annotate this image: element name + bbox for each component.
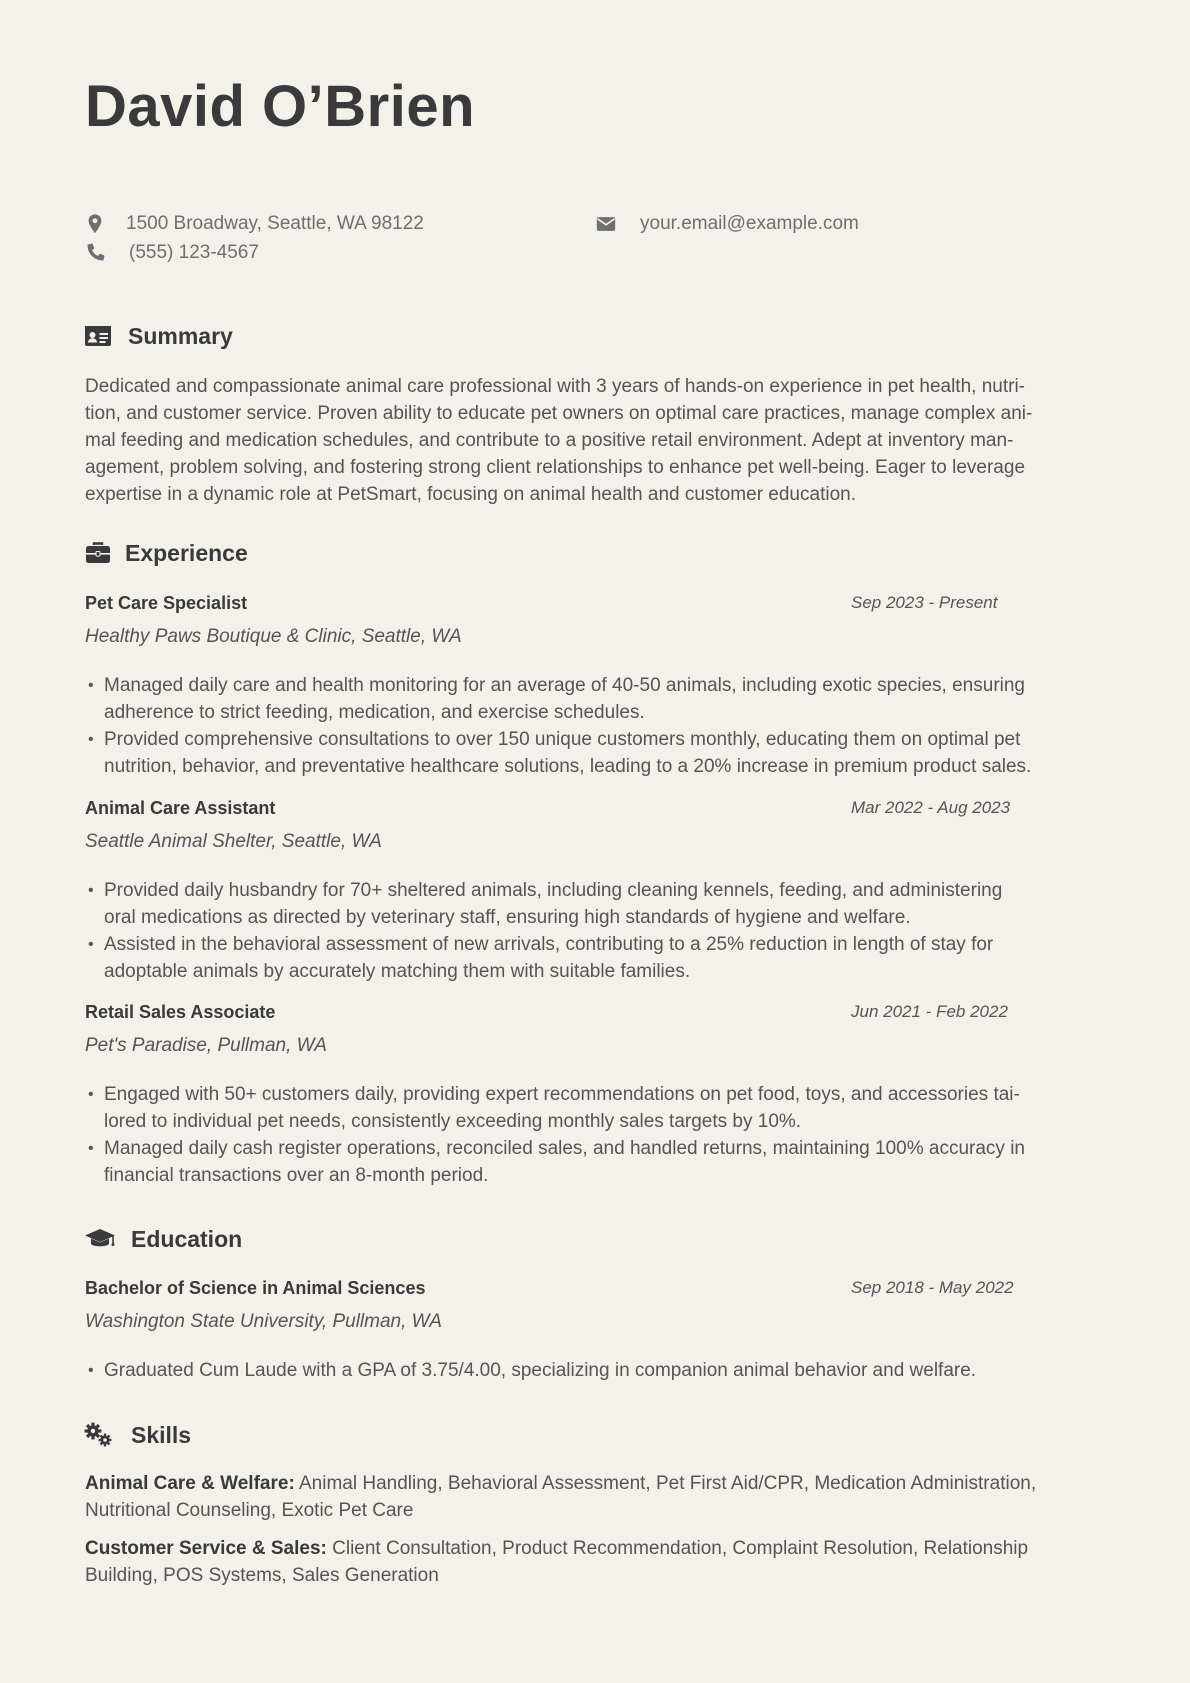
job-bullets [85, 877, 1125, 985]
degree-title: Bachelor of Science in Animal Sciences [85, 1278, 426, 1298]
bullet-item: • Provided daily husbandry for 70+ sheltered animals, including cleaning kennels, feeding, and administering oral medications as directed by veterinary staff, ensuring high standards of hygiene and welfare. [85, 877, 1125, 931]
gears-icon [84, 1422, 114, 1448]
bullet-item: • Engaged with 50+ customers daily, providing expert recommendations on pet food, toys, and accessories tai- lored to individual pet needs, consistently exceeding monthly sales targets by 10%. [85, 1081, 1125, 1135]
phone-icon [85, 241, 107, 263]
job-organization: Seattle Animal Shelter, Seattle, WA [85, 831, 382, 852]
job-title: Pet Care Specialist [85, 593, 248, 613]
id-card-icon [84, 324, 112, 348]
job-organization: Healthy Paws Boutique & Clinic, Seattle, WA [85, 626, 462, 647]
bullet-item: • Graduated Cum Laude with a GPA of 3.75/4.00, specializing in companion animal behavior and welfare. [85, 1357, 1125, 1384]
education-dates: Sep 2018 - May 2022 [851, 1278, 1014, 1297]
education-heading: Education [131, 1226, 243, 1252]
job-bullets [85, 672, 1125, 780]
bullet-item: • Provided comprehensive consultations to over 150 unique customers monthly, educating them on optimal pet nutrition, behavior, and preventative healthcare solutions, leading to a 20% increase in premium product sales. [85, 726, 1125, 780]
job-dates: Jun 2021 - Feb 2022 [851, 1002, 1008, 1021]
skill-group-label: Animal Care & Welfare: [85, 1473, 295, 1494]
contact-address: 1500 Broadway, Seattle, WA 98122 [126, 213, 424, 234]
job-dates: Mar 2022 - Aug 2023 [851, 798, 1011, 817]
contact-email[interactable]: your.email@example.com [640, 213, 859, 234]
skill-group-items: Client Consultation, Product Recommendation, Complaint Resolution, Relationship [326, 1538, 1029, 1559]
map-marker-icon [84, 213, 106, 235]
skill-group-items: Animal Handling, Behavioral Assessment, Pet First Aid/CPR, Medication Administration, [294, 1473, 1037, 1494]
bullet-item: • Managed daily care and health monitoring for an average of 40-50 animals, including exotic species, ensuring adherence to strict feeding, medication, and exercise schedules. [85, 672, 1125, 726]
bullet-item: • Assisted in the behavioral assessment of new arrivals, contributing to a 25% reduction in length of stay for adoptable animals by accurately matching them with suitable families. [85, 931, 1125, 985]
skill-group-label: Customer Service & Sales: [85, 1538, 327, 1559]
contact-phone[interactable]: (555) 123-4567 [129, 242, 259, 263]
job-dates: Sep 2023 - Present [851, 593, 998, 612]
job-title: Retail Sales Associate [85, 1002, 276, 1022]
briefcase-icon [84, 541, 112, 565]
skills-heading: Skills [131, 1422, 192, 1448]
skill-group: Animal Care & Welfare: Animal Handling, Behavioral Assessment, Pet First Aid/CPR, Medication Administration, Nutritional Counseling, Exotic Pet Care [85, 1473, 1037, 1521]
experience-heading: Experience [125, 540, 248, 566]
envelope-icon [594, 213, 618, 235]
skill-group: Customer Service & Sales: Client Consultation, Product Recommendation, Complaint Resolution, Relationship Building, POS Systems, Sales Generation [85, 1538, 1029, 1586]
job-organization: Pet's Paradise, Pullman, WA [85, 1035, 327, 1056]
summary-text: Dedicated and compassionate animal care professional with 3 years of hands-on experience in pet health, nutri- tion, and customer service. Proven ability to educate pet owners on optimal care practices, manage complex ani- mal feeding and medication schedules, and contribute to a positive retail environment. Adept at inventory man- agement, problem solving, and fostering strong client relationships to enhance pet well-being. Eager to leverage expertise in a dynamic role at PetSmart, focusing on animal health and customer education. [85, 376, 1033, 505]
summary-heading: Summary [128, 323, 233, 349]
education-bullets [85, 1357, 1125, 1384]
graduation-cap-icon [84, 1227, 116, 1251]
job-bullets [85, 1081, 1125, 1189]
job-title: Animal Care Assistant [85, 798, 276, 818]
school-name: Washington State University, Pullman, WA [85, 1311, 442, 1332]
bullet-item: • Managed daily cash register operations, reconciled sales, and handled returns, maintaining 100% accuracy in financial transactions over an 8-month period. [85, 1135, 1125, 1189]
candidate-name: David O’Brien [85, 74, 476, 139]
